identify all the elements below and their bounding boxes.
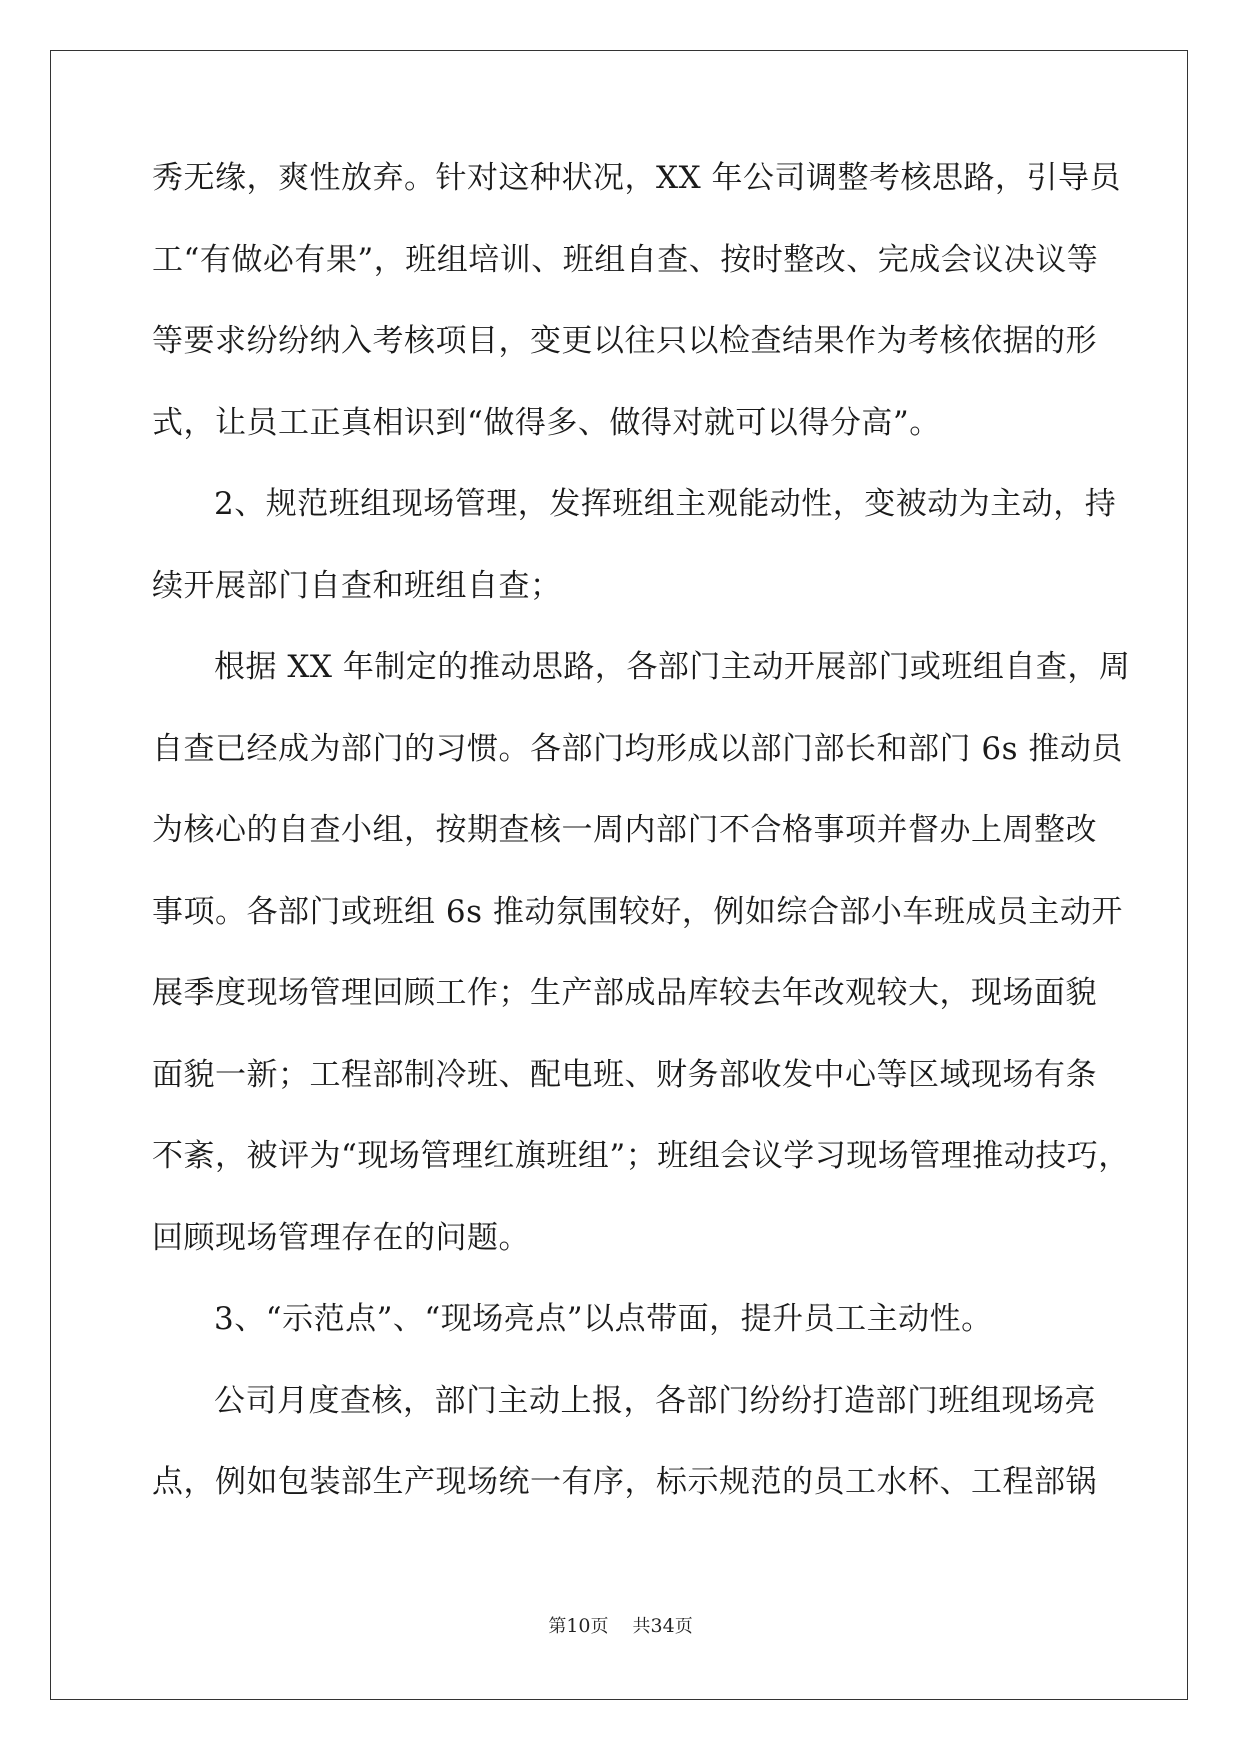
footer-page-number: 10 bbox=[566, 1615, 591, 1637]
text-line: 工“有做必有果”，班组培训、班组自查、按时整改、完成会议决议等 bbox=[152, 241, 1099, 278]
text-line: 展季度现场管理回顾工作；生产部成品库较去年改观较大，现场面貌 bbox=[152, 975, 1097, 1011]
text-line: 事项。各部门或班组 6s 推动氛围较好，例如综合部小车班成员主动开 bbox=[152, 893, 1123, 930]
text-line: 为核心的自查小组，按期查核一周内部门不合格事项并督办上周整改 bbox=[152, 812, 1097, 848]
text-line: 面貌一新；工程部制冷班、配电班、财务部收发中心等区域现场有条 bbox=[152, 1056, 1097, 1093]
document-body bbox=[152, 158, 1131, 1544]
text-line: 式，让员工正真相识到“做得多、做得对就可以得分高”。 bbox=[152, 404, 941, 441]
text-line: 不紊，被评为“现场管理红旗班组”；班组会议学习现场管理推动技巧， bbox=[152, 1138, 1130, 1174]
footer-total-prefix: 共 bbox=[632, 1616, 651, 1637]
text-line: 点，例如包装部生产现场统一有序，标示规范的员工水杯、工程部锅 bbox=[152, 1464, 1097, 1500]
text-line: 3、“示范点”、“现场亮点”以点带面，提升员工主动性。 bbox=[214, 1301, 993, 1337]
page-footer bbox=[0, 1612, 1241, 1638]
text-line: 公司月度查核，部门主动上报，各部门纷纷打造部门班组现场亮 bbox=[214, 1382, 1096, 1419]
footer-total-pages: 34 bbox=[650, 1615, 675, 1637]
text-line: 2、规范班组现场管理，发挥班组主观能动性，变被动为主动，持 bbox=[214, 486, 1117, 522]
footer-page-prefix: 第 bbox=[548, 1616, 567, 1637]
footer-total-suffix: 页 bbox=[674, 1616, 693, 1637]
text-line: 回顾现场管理存在的问题。 bbox=[152, 1219, 530, 1256]
text-line: 秀无缘，爽性放弃。针对这种状况，XX 年公司调整考核思路，引导员 bbox=[152, 160, 1121, 196]
text-line: 续开展部门自查和班组自查； bbox=[152, 567, 562, 604]
text-line: 自查已经成为部门的习惯。各部门均形成以部门部长和部门 6s 推动员 bbox=[152, 730, 1123, 767]
text-line: 等要求纷纷纳入考核项目，变更以往只以检查结果作为考核依据的形 bbox=[152, 323, 1097, 359]
text-line: 根据 XX 年制定的推动思路，各部门主动开展部门或班组自查，周 bbox=[214, 649, 1131, 685]
footer-page-suffix: 页 bbox=[590, 1616, 609, 1637]
